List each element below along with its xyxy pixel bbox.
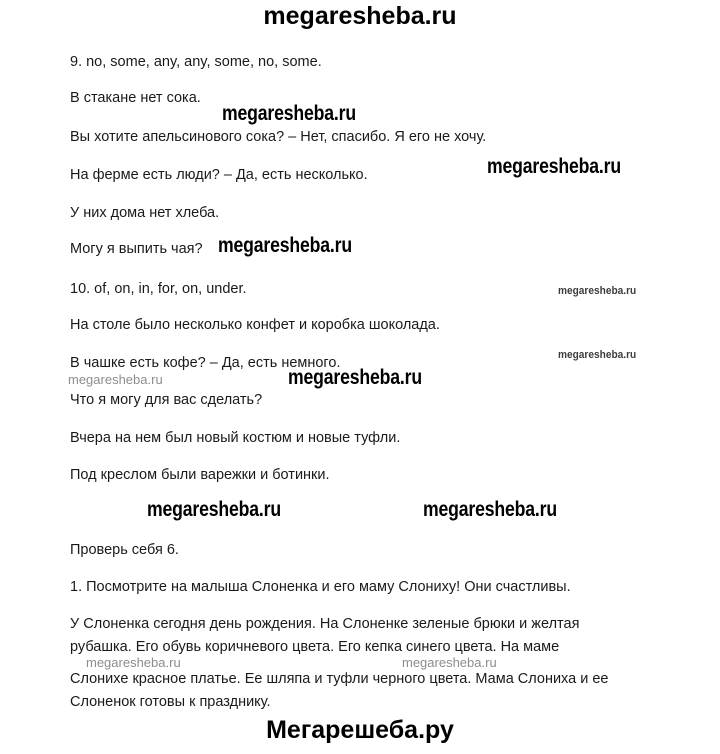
- watermark-6: megaresheba.ru: [68, 372, 163, 387]
- watermark-9: megaresheba.ru: [423, 498, 557, 521]
- translation-line-8: Что я могу для вас сделать?: [70, 392, 263, 408]
- exercise-1-line: 1. Посмотрите на малыша Слоненка и его маму Слониху! Они счастливы.: [70, 579, 571, 595]
- page-title-top: megaresheba.ru: [263, 2, 457, 30]
- watermark-3: megaresheba.ru: [218, 234, 352, 257]
- story-paragraph-line-4: Слоненок готовы к празднику.: [70, 694, 271, 710]
- translation-line-3: На ферме есть люди? – Да, есть несколько.: [70, 167, 368, 183]
- watermark-4: megaresheba.ru: [558, 285, 637, 297]
- watermark-7: megaresheba.ru: [288, 366, 422, 389]
- story-paragraph-line-2: рубашка. Его обувь коричневого цвета. Его кепка синего цвета. На маме: [70, 639, 560, 655]
- translation-line-7: В чашке есть кофе? – Да, есть немного.: [70, 355, 341, 371]
- translation-line-5: Могу я выпить чая?: [70, 241, 203, 257]
- answer-line-9: 9. no, some, any, any, some, no, some.: [70, 54, 322, 70]
- watermark-8: megaresheba.ru: [147, 498, 281, 521]
- watermark-1: megaresheba.ru: [222, 102, 356, 125]
- translation-line-10: Под креслом были варежки и ботинки.: [70, 467, 330, 483]
- watermark-5: megaresheba.ru: [558, 349, 637, 361]
- watermark-11: megaresheba.ru: [402, 655, 497, 670]
- story-paragraph-line-1: У Слоненка сегодня день рождения. На Слоненке зеленые брюки и желтая: [70, 616, 580, 632]
- translation-line-4: У них дома нет хлеба.: [70, 205, 220, 221]
- section-title-check-yourself: Проверь себя 6.: [70, 542, 179, 558]
- watermark-2: megaresheba.ru: [487, 155, 621, 178]
- translation-line-2: Вы хотите апельсинового сока? – Нет, спасибо. Я его не хочу.: [70, 129, 487, 145]
- story-paragraph-line-3: Слонихе красное платье. Ее шляпа и туфли черного цвета. Мама Слониха и ее: [70, 671, 609, 687]
- translation-line-6: На столе было несколько конфет и коробка шоколада.: [70, 317, 440, 333]
- watermark-10: megaresheba.ru: [86, 655, 181, 670]
- page-title-bottom: Мегарешеба.ру: [266, 716, 454, 744]
- translation-line-9: Вчера на нем был новый костюм и новые туфли.: [70, 430, 401, 446]
- translation-line-1: В стакане нет сока.: [70, 90, 201, 106]
- answer-line-10: 10. of, on, in, for, on, under.: [70, 281, 247, 297]
